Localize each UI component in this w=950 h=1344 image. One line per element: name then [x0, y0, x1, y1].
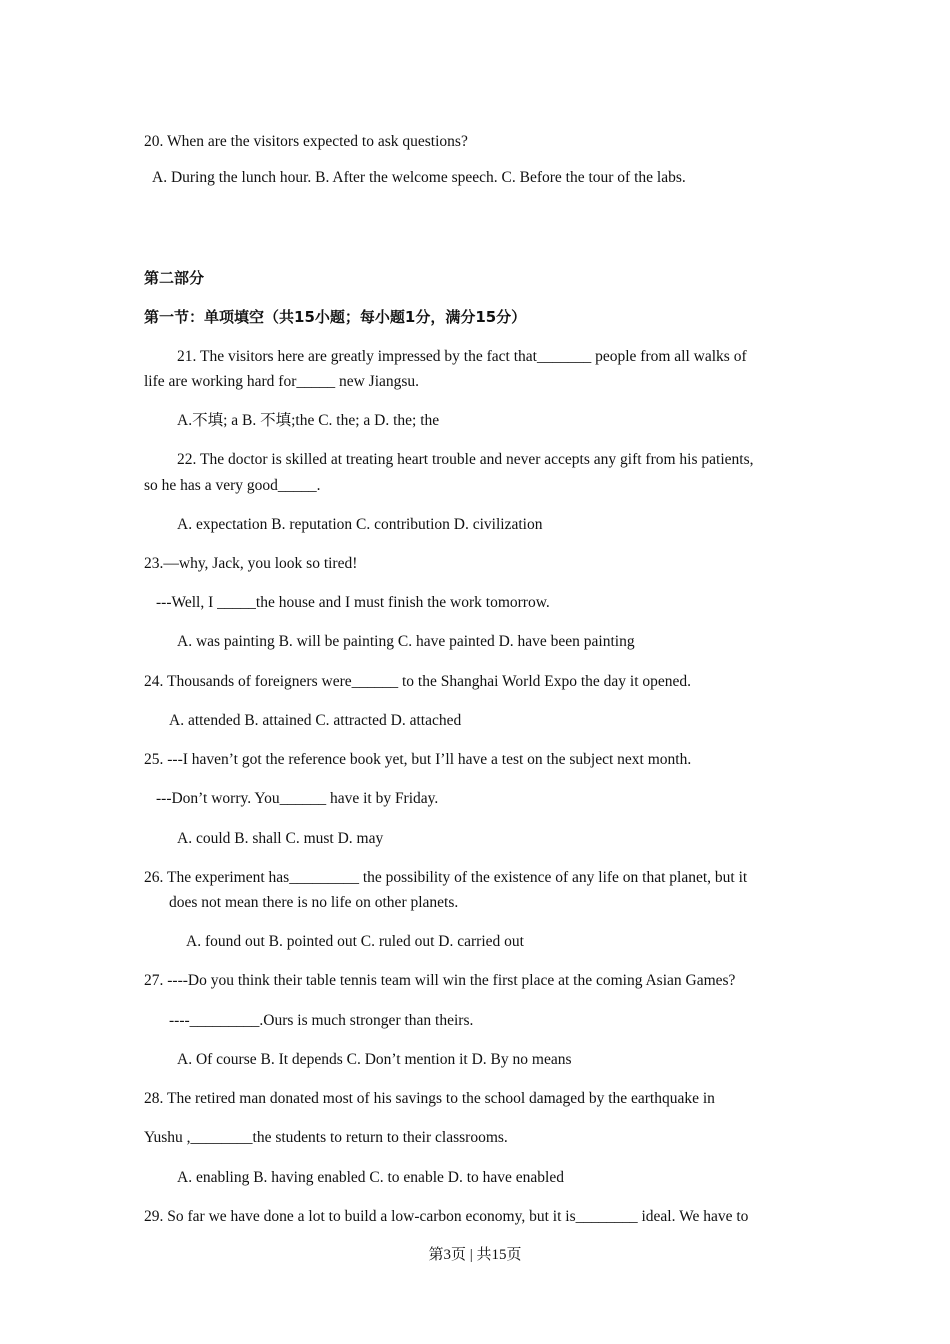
question-28-line2: Yushu ,________the students to return to their classrooms.: [144, 1129, 508, 1146]
question-22-line2: so he has a very good_____.: [144, 477, 321, 494]
question-25-line1: 25. ---I haven’t got the reference book yet, but I’ll have a test on the subject next month.: [144, 751, 692, 768]
question-24-options: A. attended B. attained C. attracted D. attached: [169, 712, 462, 729]
question-27-options: A. Of course B. It depends C. Don’t mention it D. By no means: [177, 1051, 572, 1068]
question-27-line1: 27. ----Do you think their table tennis team will win the first place at the coming Asian Games?: [144, 972, 736, 989]
question-20-stem: 20. When are the visitors expected to ask questions?: [144, 133, 468, 150]
page-footer: 第3页 | 共15页: [428, 1247, 522, 1263]
question-28-line1: 28. The retired man donated most of his savings to the school damaged by the earthquake in: [144, 1090, 715, 1107]
question-21-line2: life are working hard for_____ new Jiangsu.: [144, 373, 420, 390]
question-24-stem: 24. Thousands of foreigners were______ to the Shanghai World Expo the day it opened.: [144, 673, 692, 690]
question-26-line2: does not mean there is no life on other planets.: [169, 894, 459, 911]
question-21-line1: 21. The visitors here are greatly impressed by the fact that_______ people from all walks of: [177, 348, 747, 365]
question-23-line2: ---Well, I _____the house and I must finish the work tomorrow.: [156, 594, 550, 611]
question-25-line2: ---Don’t worry. You______ have it by Friday.: [156, 790, 439, 807]
question-26-options: A. found out B. pointed out C. ruled out D. carried out: [186, 933, 524, 950]
question-22-line1: 22. The doctor is skilled at treating heart trouble and never accepts any gift from his patients,: [177, 451, 754, 468]
question-27-line2: ----_________.Ours is much stronger than theirs.: [169, 1012, 474, 1029]
question-21-options: A.不填; a B. 不填;the C. the; a D. the; the: [177, 412, 440, 429]
question-28-options: A. enabling B. having enabled C. to enable D. to have enabled: [177, 1169, 564, 1186]
question-29-line1: 29. So far we have done a lot to build a low-carbon economy, but it is________ ideal. We have to: [144, 1208, 749, 1225]
question-25-options: A. could B. shall C. must D. may: [177, 830, 384, 847]
section-title: 第一节：单项填空（共15小题；每小题1分，满分15分）: [144, 308, 527, 326]
question-23-line1: 23.—why, Jack, you look so tired!: [144, 555, 358, 572]
question-22-options: A. expectation B. reputation C. contribution D. civilization: [177, 516, 543, 533]
question-23-options: A. was painting B. will be painting C. have painted D. have been painting: [177, 633, 635, 650]
question-20-options: A. During the lunch hour. B. After the welcome speech. C. Before the tour of the labs.: [152, 169, 686, 186]
part-title: 第二部分: [144, 269, 205, 287]
question-26-line1: 26. The experiment has_________ the possibility of the existence of any life on that planet, but it: [144, 869, 748, 886]
